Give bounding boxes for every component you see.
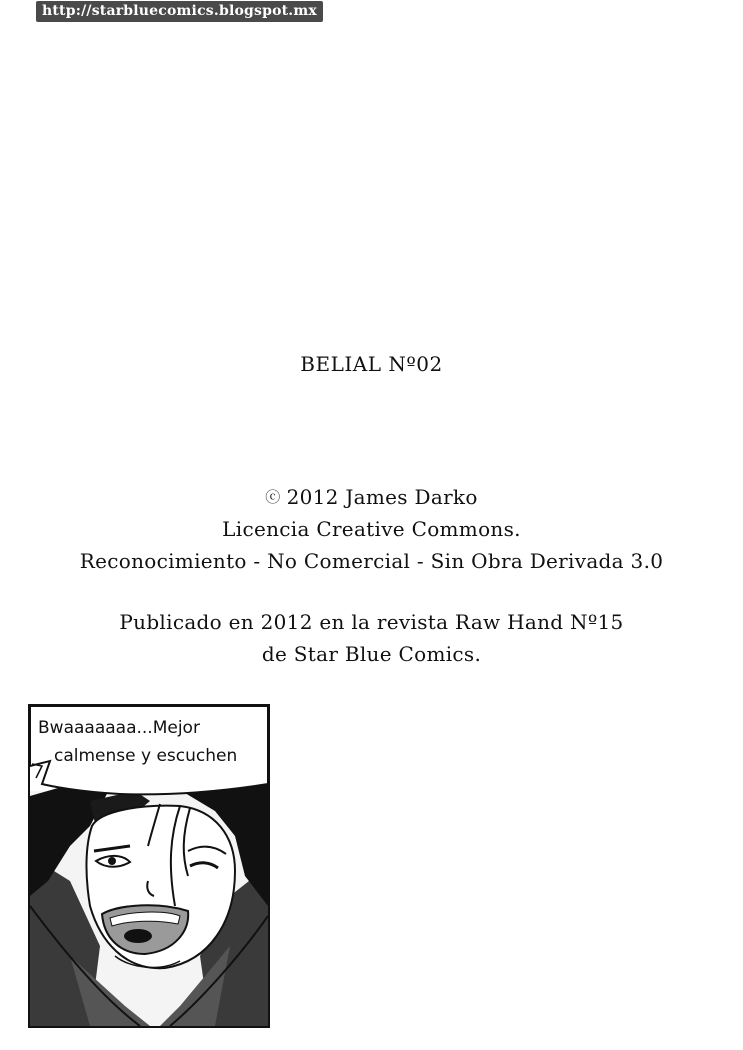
- publication-line-2: de Star Blue Comics.: [261, 642, 482, 666]
- page-title: BELIAL Nº02: [300, 352, 443, 376]
- copyright-text: 2012 James Darko: [286, 485, 478, 509]
- license-terms-line: Reconocimiento - No Comercial - Sin Obra Derivada 3.0: [79, 549, 664, 573]
- speech-line-2: calmense y escuchen: [54, 746, 238, 766]
- comic-panel: [28, 704, 270, 1028]
- credits-block: [0, 481, 743, 577]
- publication-block: [0, 606, 743, 670]
- publication-line-1: Publicado en 2012 en la revista Raw Hand Nº15: [119, 610, 624, 634]
- copyright-line: [0, 481, 743, 513]
- creative-commons-icon: ⓒ: [265, 488, 281, 506]
- speech-line-1: Bwaaaaaaa...Mejor: [38, 718, 200, 738]
- speech-bubble: [36, 714, 268, 770]
- license-line: Licencia Creative Commons.: [222, 517, 521, 541]
- watermark-url: http://starbluecomics.blogspot.mx: [36, 1, 323, 22]
